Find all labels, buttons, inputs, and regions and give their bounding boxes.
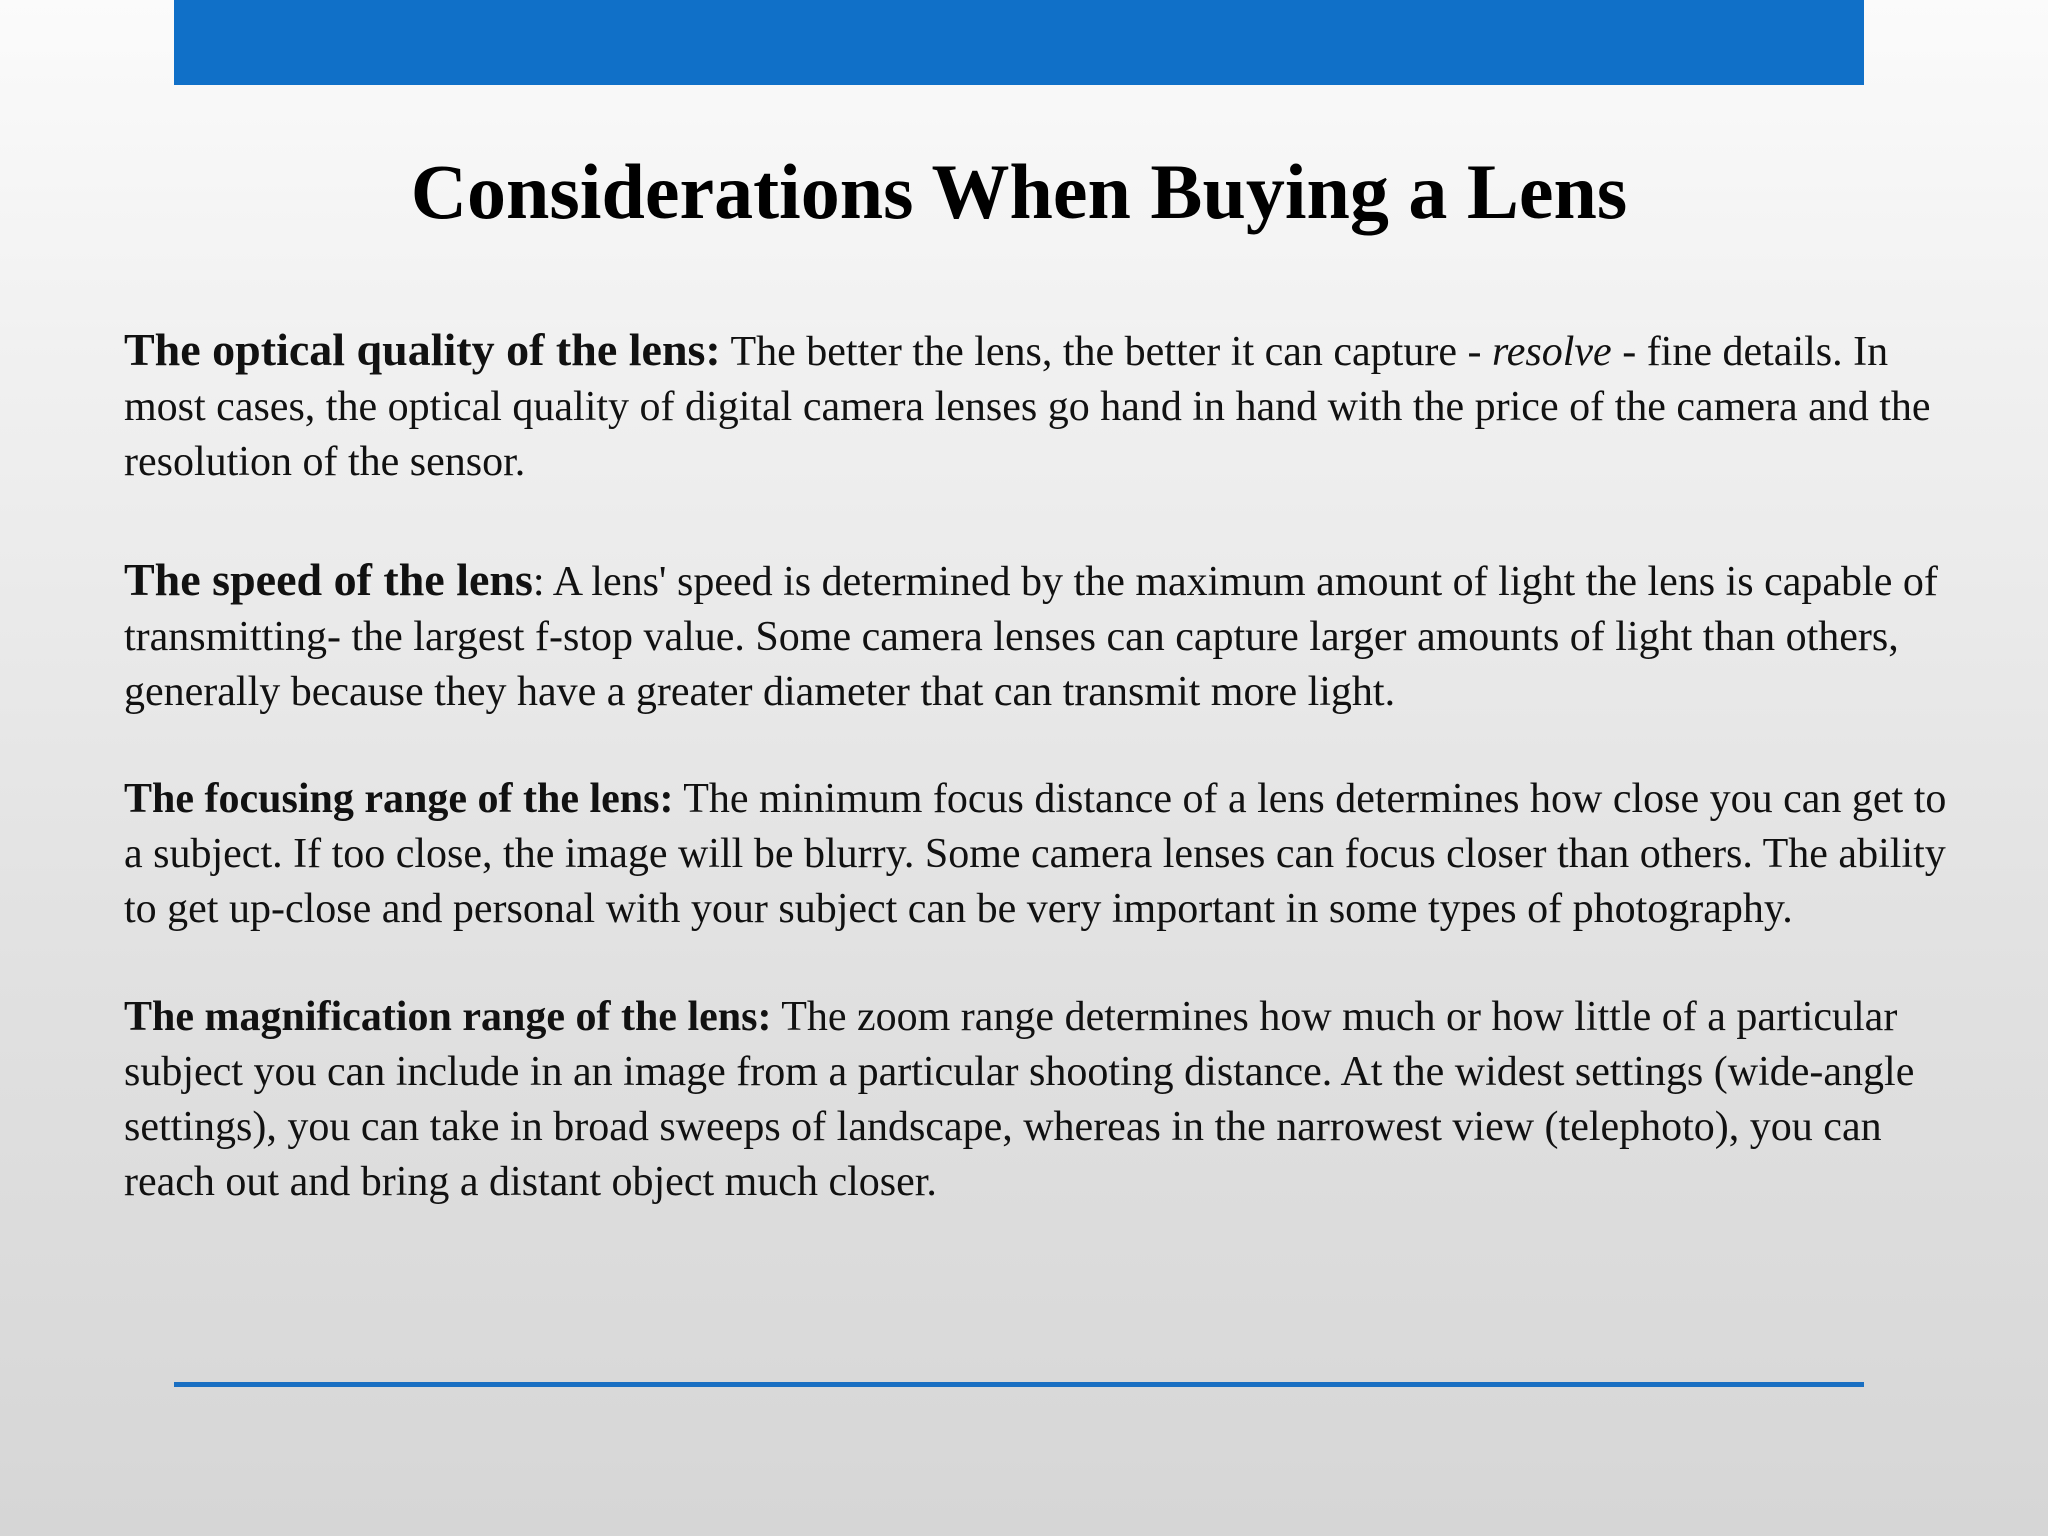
paragraph-lead: The optical quality of the lens:	[124, 324, 721, 375]
paragraph-optical-quality	[124, 322, 1954, 490]
paragraph-text: - fine details. In most cases, the optical quality of digital camera lenses go hand in hand with the price of the camera and the resolution of the sensor.	[124, 329, 1931, 485]
paragraph-lead: The speed of the lens	[124, 554, 533, 605]
paragraph-text: The zoom range determines how much or how little of a particular subject you can include in an image from a particular shooting distance. At the widest settings (wide-angle settings), you can take in broad sweeps of landscape, whereas in the narrowest view (telephoto), you can reach out and bring a distant object much closer.	[124, 994, 1915, 1205]
paragraph-lead-punct: :	[532, 559, 545, 605]
paragraph-speed	[124, 552, 1954, 720]
top-accent-bar	[174, 0, 1864, 85]
slide-title: Considerations When Buying a Lens	[410, 148, 1628, 235]
paragraph-text: The minimum focus distance of a lens determines how close you can get to a subject. If too close, the image will be blurry. Some camera lenses can focus closer than others. The ability to get up-close and personal with your subject can be very important in some types of photography.	[124, 776, 1947, 932]
slide-body	[124, 322, 1954, 1210]
bottom-divider	[174, 1382, 1864, 1387]
paragraph-lead: The focusing range of the lens:	[124, 776, 674, 822]
paragraph-lead: The magnification range of the lens:	[124, 994, 772, 1040]
paragraph-text: A lens' speed is determined by the maximum amount of light the lens is capable of transmitting- the largest f-stop value. Some camera lenses can capture larger amounts of light than others, generally because they have a greater diameter that can transmit more light.	[124, 559, 1938, 715]
paragraph-focusing-range	[124, 772, 1954, 937]
paragraph-magnification-range	[124, 990, 1954, 1210]
paragraph-text: The better the lens, the better it can capture -	[720, 329, 1492, 375]
paragraph-emphasis: resolve	[1491, 329, 1612, 375]
